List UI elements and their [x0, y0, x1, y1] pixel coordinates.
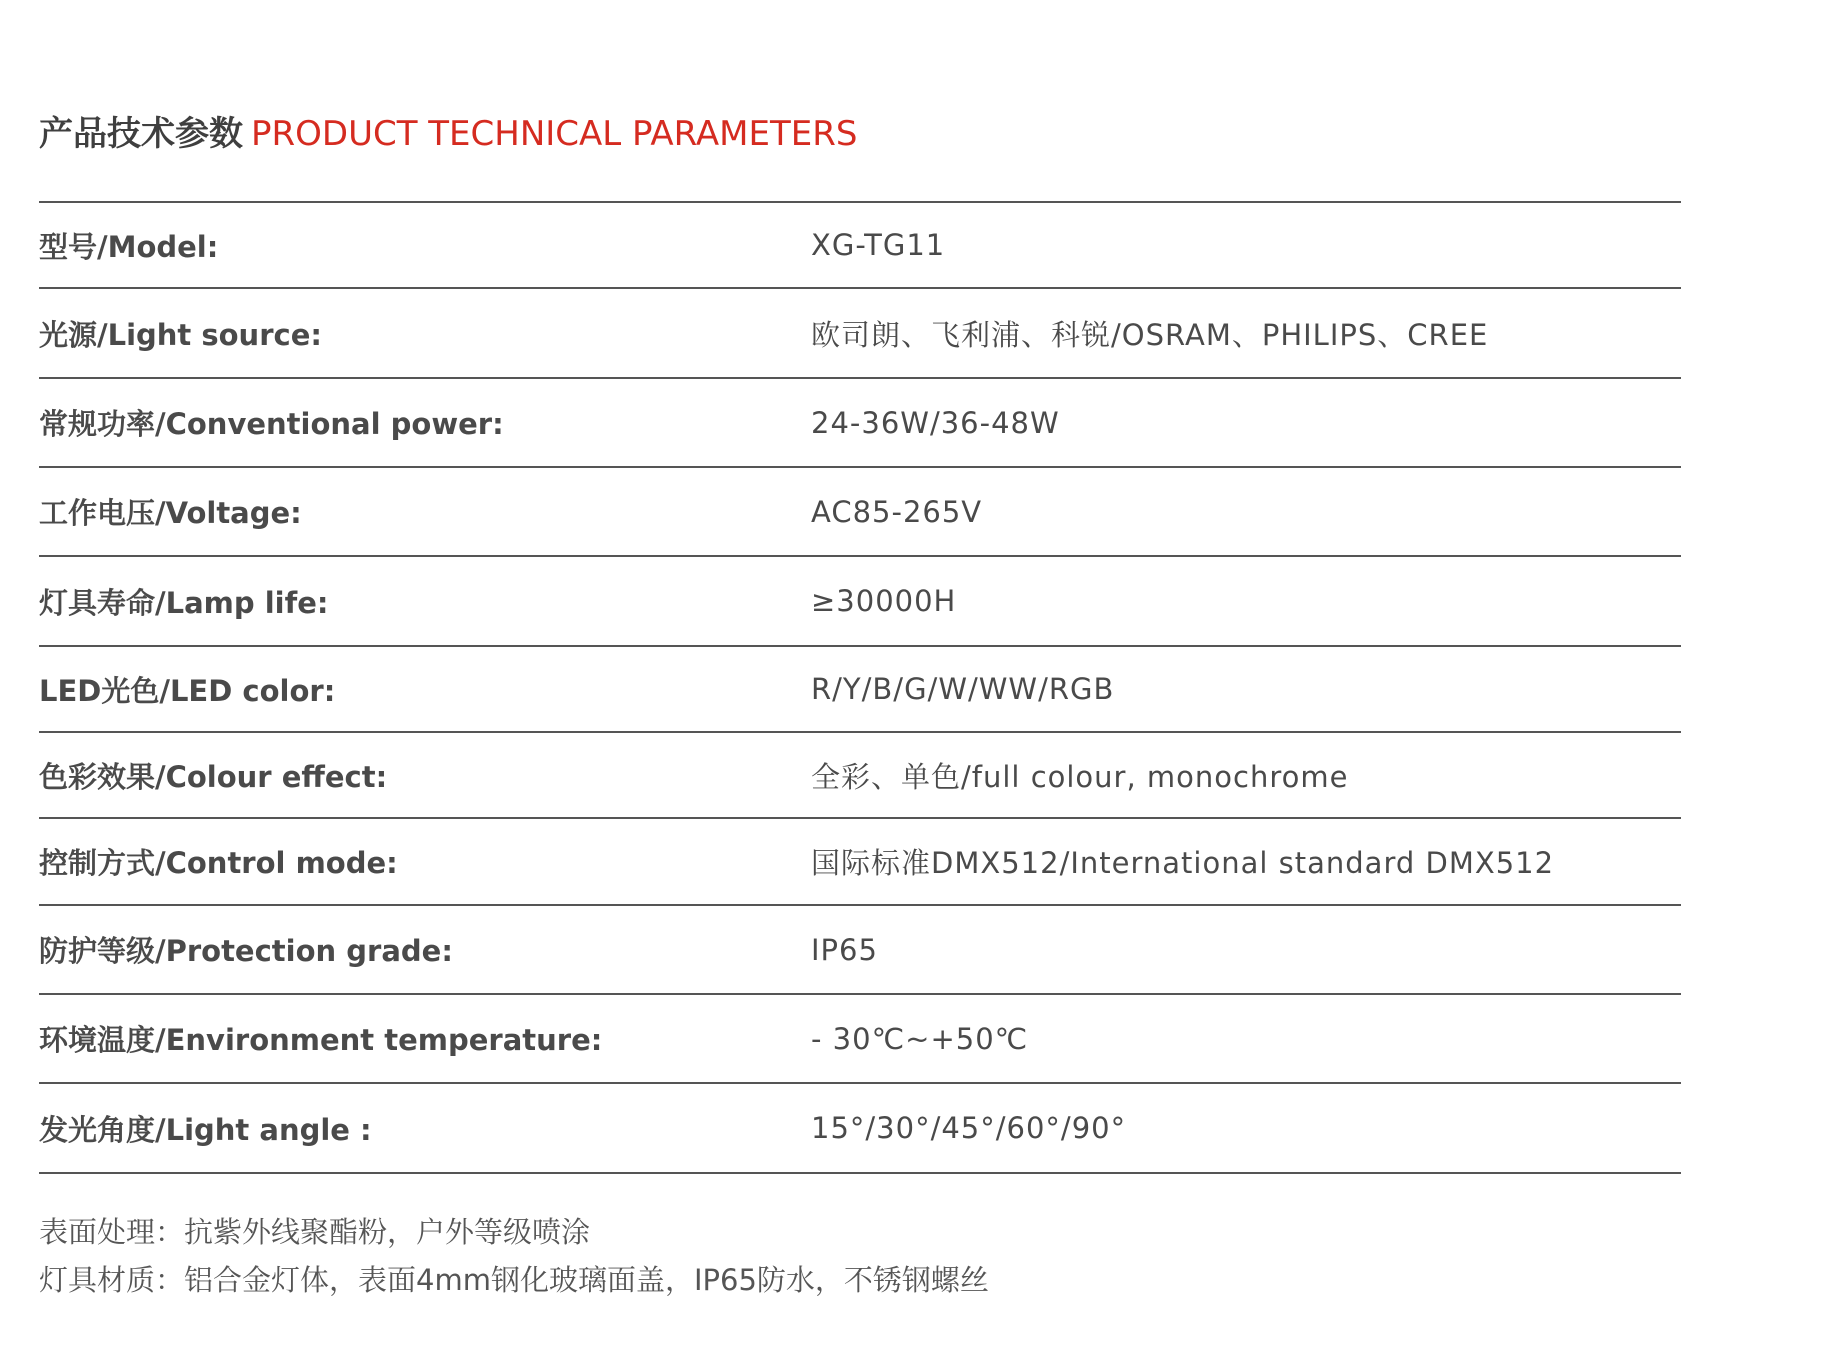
table-row: [39, 468, 1681, 557]
table-row: [39, 733, 1681, 819]
table-row: [39, 995, 1681, 1084]
row-label: 灯具寿命/Lamp life:: [39, 585, 329, 620]
row-value: - 30℃~+50℃: [811, 1021, 1029, 1056]
row-label: LED光色/LED color:: [39, 673, 336, 708]
row-value: 国际标准DMX512/International standard DMX512: [811, 846, 1555, 880]
table-row: [39, 379, 1681, 468]
row-label: 常规功率/Conventional power:: [39, 407, 504, 441]
row-label: 型号/Model:: [39, 229, 219, 264]
row-value: XG-TG11: [811, 228, 946, 262]
page-title: [39, 110, 857, 158]
table-row: [39, 203, 1681, 289]
row-value: ≥30000H: [811, 584, 957, 618]
row-label: 光源/Light source:: [39, 317, 322, 352]
table-row: [39, 557, 1681, 647]
row-value: 欧司朗、飞利浦、科锐/OSRAM、PHILIPS、CREE: [811, 317, 1489, 352]
row-label: 防护等级/Protection grade:: [39, 934, 453, 968]
title-cn: 产品技术参数: [39, 114, 243, 154]
table-row: [39, 647, 1681, 733]
row-label: 环境温度/Environment temperature:: [39, 1023, 603, 1057]
row-value: AC85-265V: [811, 494, 983, 529]
row-label: 发光角度/Light angle :: [39, 1112, 372, 1147]
row-value: IP65: [811, 932, 878, 967]
row-label: 色彩效果/Colour effect:: [39, 759, 388, 794]
row-label: 控制方式/Control mode:: [39, 846, 398, 880]
table-row: [39, 289, 1681, 379]
table-row: [39, 819, 1681, 906]
row-value: 全彩、单色/full colour, monochrome: [811, 759, 1349, 794]
row-label: 工作电压/Voltage:: [39, 496, 302, 530]
note-surface-treatment: 表面处理：抗紫外线聚酯粉，户外等级喷涂: [39, 1215, 591, 1249]
row-value: 15°/30°/45°/60°/90°: [811, 1111, 1127, 1145]
notes: [39, 1208, 989, 1304]
title-en: PRODUCT TECHNICAL PARAMETERS: [251, 114, 858, 154]
table-row: [39, 1084, 1681, 1174]
row-value: R/Y/B/G/W/WW/RGB: [811, 672, 1115, 706]
note-lamp-material: 灯具材质：铝合金灯体，表面4mm钢化玻璃面盖，IP65防水，不锈钢螺丝: [39, 1263, 989, 1297]
row-value: 24-36W/36-48W: [811, 405, 1060, 440]
parameters-table: [39, 201, 1681, 1174]
table-row: [39, 906, 1681, 995]
